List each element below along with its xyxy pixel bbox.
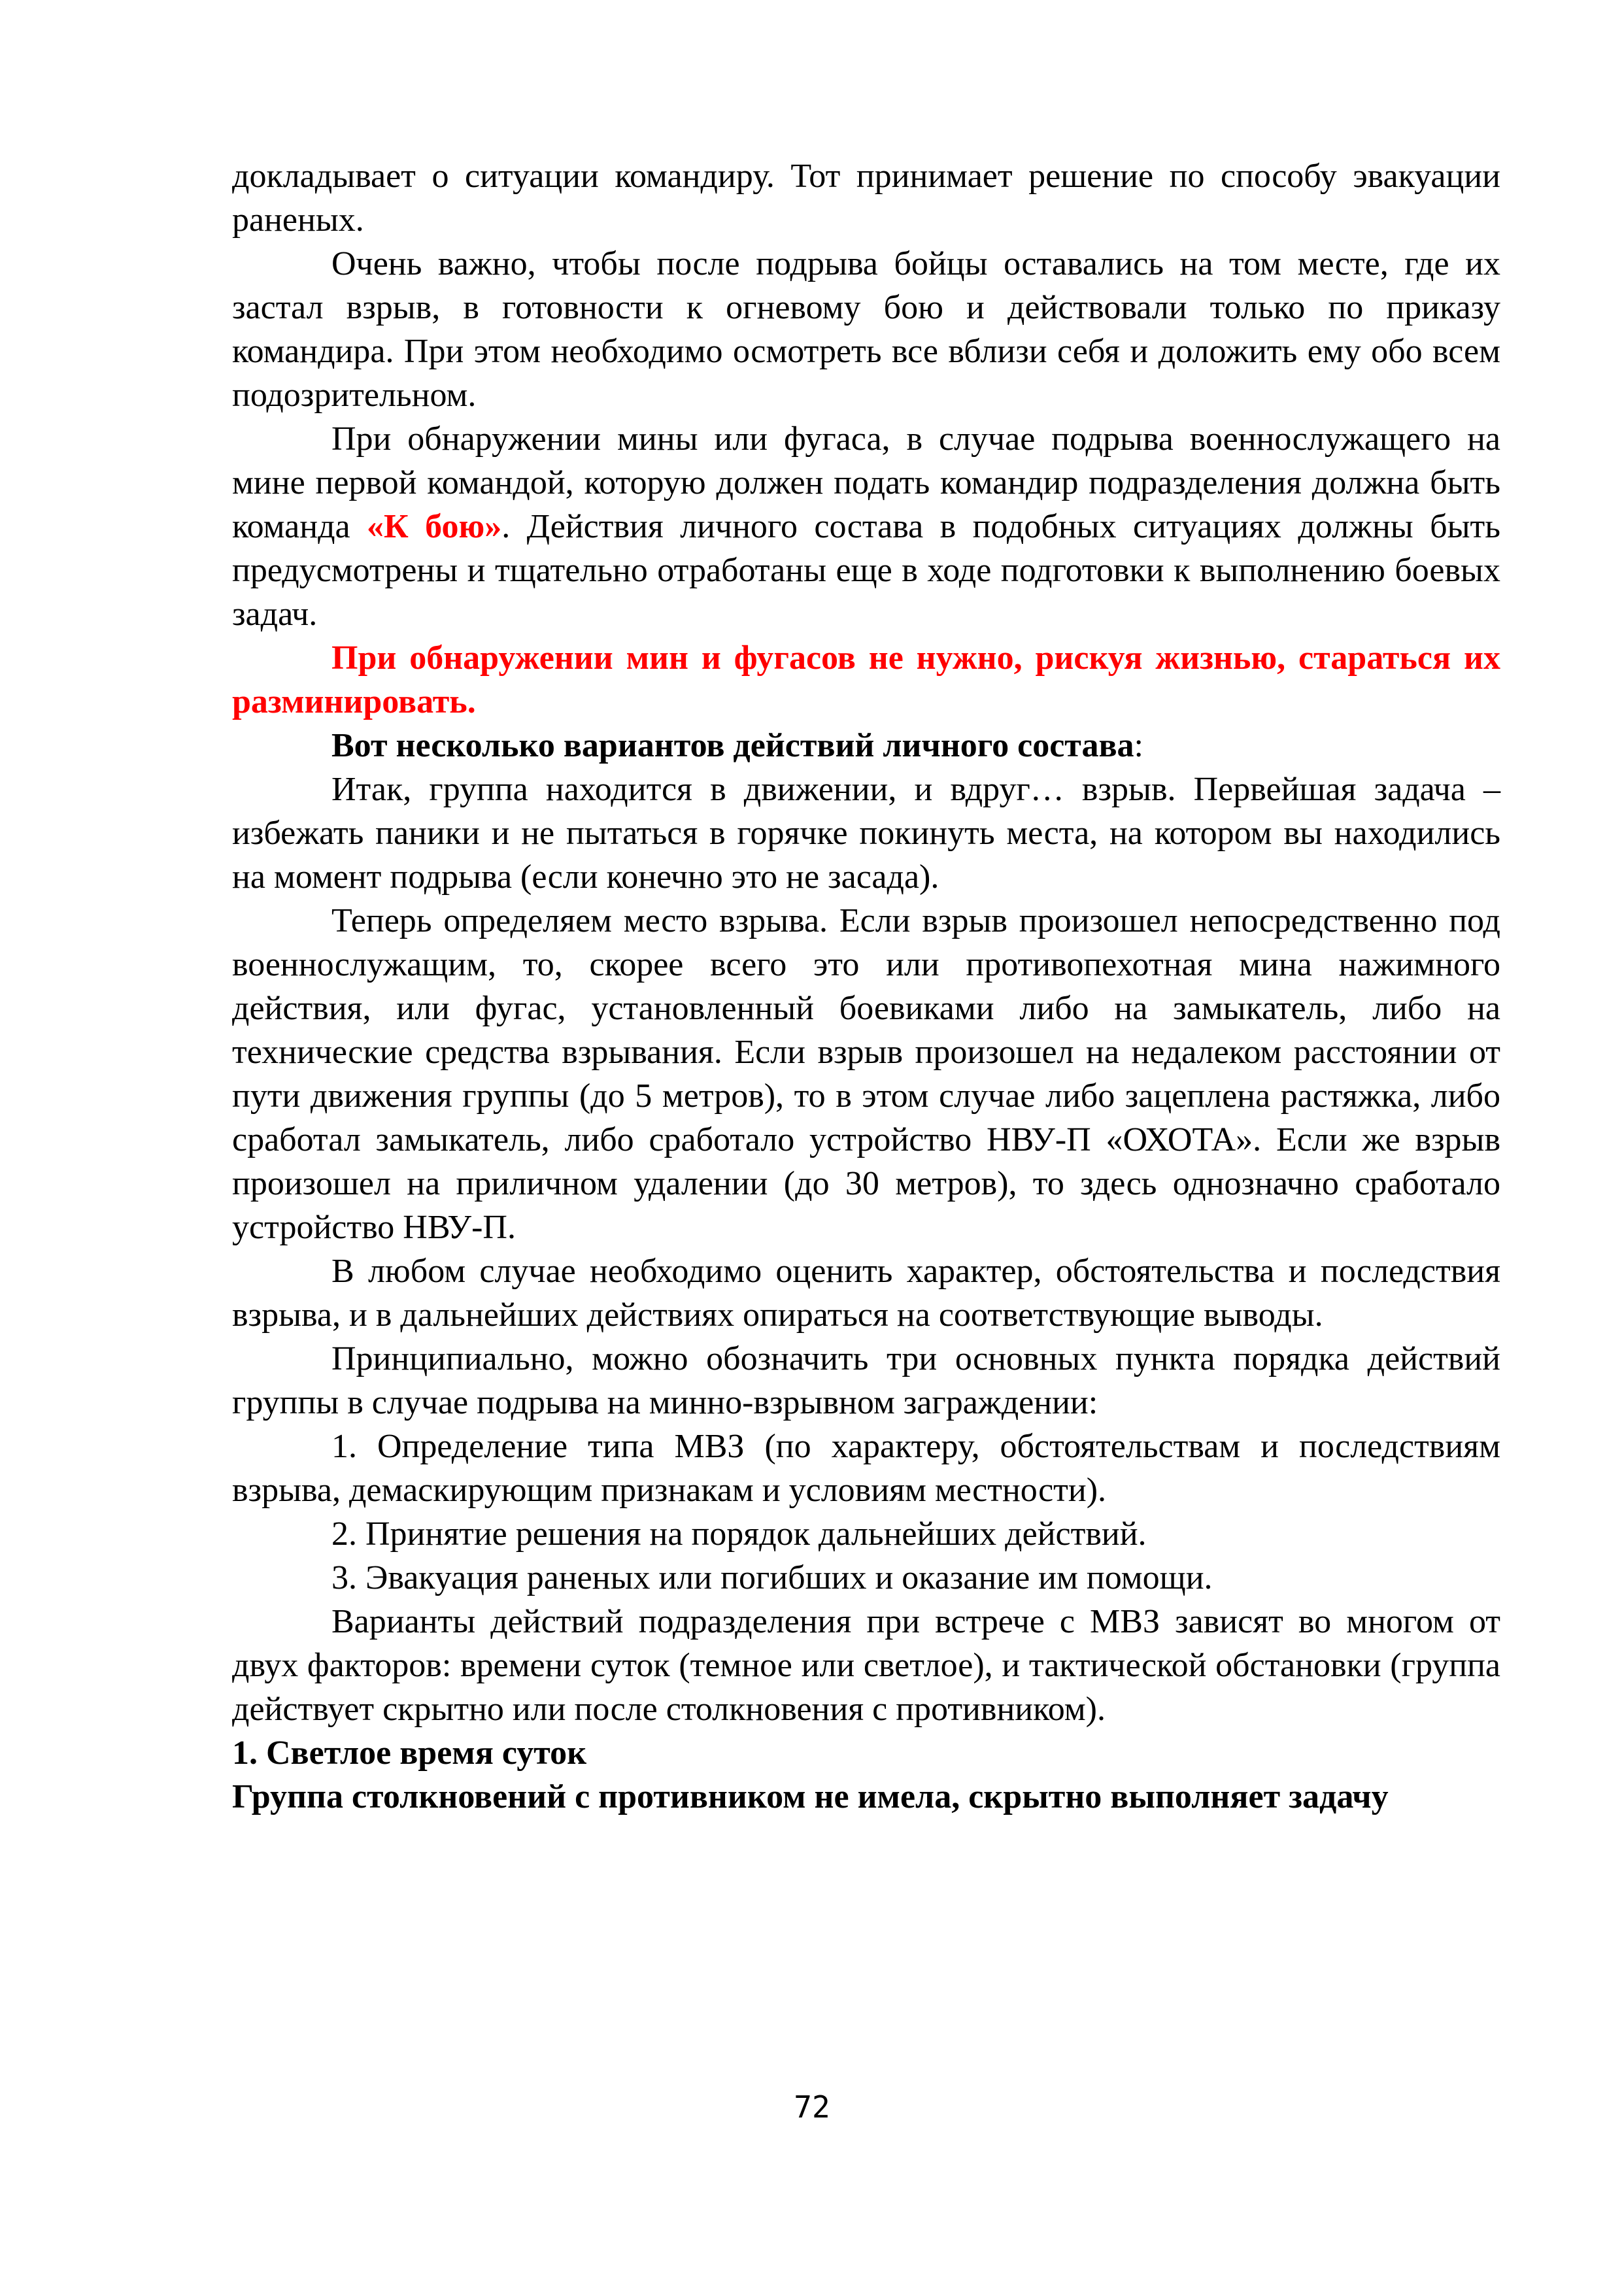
paragraph-first-command-text: При обнаружении мины или фугаса, в случае подрыва военнослужащего на мине первой командой, которую должен подать командир подразделения должна быть команда	[232, 420, 1500, 545]
paragraph-first-command	[232, 417, 1500, 636]
document-page	[232, 154, 1500, 1819]
paragraph-assess: В любом случае необходимо оценить характер, обстоятельства и последствия взрыва, и в дальнейших действиях опираться на соответствующие выводы.	[232, 1253, 1500, 1334]
paragraph-report: докладывает о ситуации командиру. Тот принимает решение по способу эвакуации раненых.	[232, 158, 1500, 239]
paragraph-first-command-rest: . Действия личного состава в подобных ситуациях должны быть предусмотрены и тщательно отработаны еще в ходе подготовки к выполнению боевых задач.	[232, 508, 1500, 633]
variants-heading-line	[232, 724, 1500, 767]
paragraph-factors: Варианты действий подразделения при встрече с МВЗ зависят во многом от двух факторов: времени суток (темное или светлое), и тактической обстановки (группа действует скрытно или после столкновения с противником).	[232, 1603, 1500, 1728]
paragraph-three-points: Принципиально, можно обозначить три основных пункта порядка действий группы в случае подрыва на минно-взрывном заграждении:	[232, 1340, 1500, 1421]
list-item-1: 1. Определение типа МВЗ (по характеру, обстоятельствам и последствиям взрыва, демаскирующим признакам и условиям местности).	[232, 1428, 1500, 1509]
page-number: 72	[794, 2089, 830, 2125]
list-item-2: 2. Принятие решения на порядок дальнейших действий.	[331, 1515, 1147, 1553]
command-to-battle: «К бою»	[367, 508, 502, 545]
paragraph-explosion-location: Теперь определяем место взрыва. Если взрыв произошел непосредственно под военнослужащим, то, скорее всего это или противопехотная мина нажимного действия, или фугас, установленный боевиками либо на замыкатель, либо на технические средства взрывания. Если взрыв произошел на недалеком расстоянии от пути движения группы (до 5 метров), то в этом случае либо зацеплена растяжка, либо сработал замыкатель, либо сработало устройство НВУ-П «ОХОТА». Если же взрыв произошел на приличном удалении (до 30 метров), то здесь однозначно сработало устройство НВУ-П.	[232, 902, 1500, 1246]
variants-heading: Вот несколько вариантов действий личного состава	[331, 727, 1134, 764]
list-item-3: 3. Эвакуация раненых или погибших и оказание им помощи.	[331, 1559, 1213, 1596]
variants-heading-colon: :	[1134, 727, 1143, 764]
section-heading: 1. Светлое время суток	[232, 1734, 587, 1772]
warning-do-not-demine: При обнаружении мин и фугасов не нужно, рискуя жизнью, стараться их разминировать.	[232, 639, 1500, 720]
paragraph-stay-in-place: Очень важно, чтобы после подрыва бойцы оставались на том месте, где их застал взрыв, в готовности к огневому бою и действовали только по приказу командира. При этом необходимо осмотреть все вблизи себя и доложить ему обо всем подозрительном.	[232, 245, 1500, 414]
subsection-heading: Группа столкновений с противником не имела, скрытно выполняет задачу	[232, 1778, 1389, 1815]
paragraph-explosion: Итак, группа находится в движении, и вдруг… взрыв. Первейшая задача – избежать паники и не пытаться в горячке покинуть места, на котором вы находились на момент подрыва (если конечно это не засада).	[232, 771, 1500, 896]
